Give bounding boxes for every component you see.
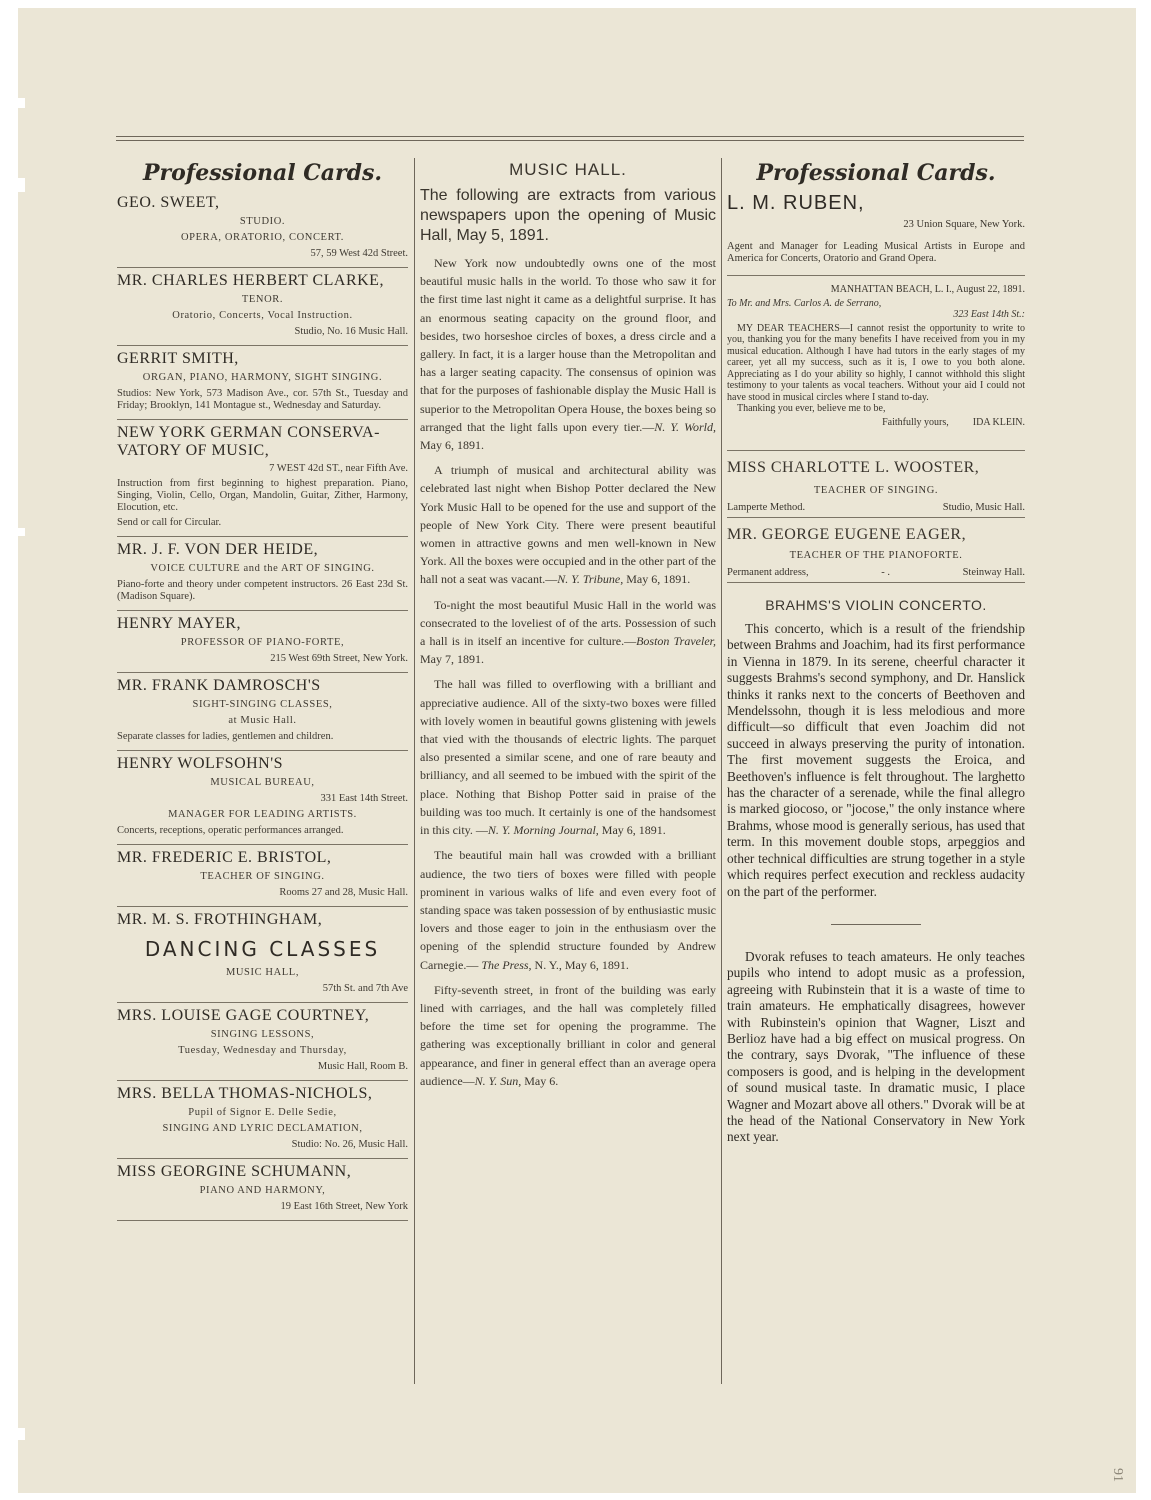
extract-source: N. Y. Tribune, xyxy=(557,572,624,587)
card-name: HENRY WOLFSOHN'S xyxy=(117,755,284,772)
professional-card xyxy=(117,611,408,673)
professional-card xyxy=(117,751,408,845)
letter-recipient-address: 323 East 14th St.: xyxy=(953,309,1025,320)
card-line: TEACHER OF SINGING. xyxy=(200,871,325,882)
torn-edge xyxy=(18,1428,25,1440)
top-rule-inner xyxy=(116,140,1024,141)
dvorak-article: Dvorak refuses to teach amateurs. He only teaches pupils who intend to adopt music as a profession, agreeing with Rubinstein that it is a waste of time to train amateurs. He emphatically disagrees, however with Rubinstein's opinion that Wagner, Liszt and Berlioz have had a big effect on musical progress. On the contrary, says Dvorak, "The influence of these composers is good, and is helping in the development of sound musical taste. In dramatic music, I place Wagner and Mozart above all others." Dvorak will be at the head of the National Conservatory in New York next year. xyxy=(727,948,1025,1145)
brahms-article: This concerto, which is a result of the friendship between Brahms and Joachim, had its first performance in Vienna in 1879. In its serene, cheerful character it suggests Brahms's second symphony, and Dr. Hanslick thinks it ranks next to the concerts of Beethoven and Mendelssohn, though it is less melodious and more difficult—so difficult that even Joachim did not succeed in always preserving the purity of intonation. The first movement suggests the Eroica, and Beethoven's influence is felt throughout. The larghetto has the character of a serenade, while the final allegro is marked giocoso, or "jocose," the only instance where Brahms, whose mood is generally serious, has used that term. In this movement double stops, arpeggios and other technical difficulties are strung together in a style which requires perfect execution and reckless audacity on the part of the performer. xyxy=(727,621,1025,899)
card-line: SINGING AND LYRIC DECLAMATION, xyxy=(162,1123,363,1134)
card-line: 215 West 69th Street, New York. xyxy=(270,653,408,664)
card-name: MR. CHARLES HERBERT CLARKE, xyxy=(117,272,384,289)
eager-address-label: Permanent address, xyxy=(727,567,809,578)
card-line: PROFESSOR OF PIANO-FORTE, xyxy=(180,637,345,648)
card-name: MISS GEORGINE SCHUMANN, xyxy=(117,1163,352,1180)
left-column xyxy=(117,158,408,1221)
cards-list xyxy=(117,190,408,1221)
music-hall-title: MUSIC HALL. xyxy=(509,160,627,179)
letter-place-date: MANHATTAN BEACH, L. I., August 22, 1891. xyxy=(830,284,1025,295)
card-name: GEO. SWEET, xyxy=(117,194,220,211)
dancing-classes-heading: DANCING CLASSES xyxy=(144,937,381,961)
card-line: 57, 59 West 42d Street. xyxy=(310,248,408,259)
page-number: 91 xyxy=(1110,1468,1125,1482)
column-rule-left xyxy=(414,158,415,1384)
card-line: SIGHT-SINGING CLASSES, xyxy=(192,699,333,710)
card-line: Studio, No. 16 Music Hall. xyxy=(294,326,408,337)
card-line: Pupil of Signor E. Delle Sedie, xyxy=(188,1107,337,1118)
card-line: MUSICAL BUREAU, xyxy=(210,777,315,788)
card-line: Tuesday, Wednesday and Thursday, xyxy=(178,1045,347,1056)
extract-source: The Press, xyxy=(481,957,532,972)
torn-edge xyxy=(18,98,25,108)
card-line: Separate classes for ladies, gentlemen and children. xyxy=(117,731,334,742)
card-line: Rooms 27 and 28, Music Hall. xyxy=(279,887,408,898)
card-line: Music Hall, Room B. xyxy=(317,1061,408,1072)
professional-card xyxy=(117,268,408,346)
card-line: 331 East 14th Street. xyxy=(320,793,408,804)
extract-source: N. Y. World, xyxy=(654,419,717,434)
card-line: MANAGER FOR LEADING ARTISTS. xyxy=(168,809,357,820)
professional-card xyxy=(117,420,408,537)
card-line: 7 WEST 42d ST., near Fifth Ave. xyxy=(269,463,408,474)
professional-cards-heading: Professional Cards. xyxy=(756,160,996,186)
card-line: 57th St. and 7th Ave xyxy=(322,983,408,994)
professional-card xyxy=(117,1159,408,1221)
divider-rule xyxy=(727,582,1025,583)
torn-edge xyxy=(18,178,25,192)
column-rule-right xyxy=(721,158,722,1384)
newspaper-extract: The hall was filled to overflowing with a brilliant and appreciative audience. All of the sixty-two boxes were filled with lovely women in beautiful gowns glistening with jewels that vied with the thousands of electric lights. The parquet also presented a similar scene, and one of rare beauty and brilliancy, and all seemed to be imbued with the spirit of the place. Nothing that Bishop Potter said in praise of the building was too much. It certainly is one of the handsomest in this city. —N. Y. Morning Journal, May 6, 1891. xyxy=(420,677,716,838)
eager-card xyxy=(727,517,1025,578)
card-line: Instruction from first beginning to highest preparation. Piano, Singing, Violin, Cello, Organ, Mandolin, Guitar, Zither, Harmony, Elocution, etc. xyxy=(117,478,408,513)
card-line: TENOR. xyxy=(241,294,284,305)
ruben-description: Agent and Manager for Leading Musical Artists in Europe and America for Concerts, Oratorio and Grand Opera. xyxy=(727,241,1025,264)
professional-card xyxy=(117,1003,408,1081)
brahms-title: BRAHMS'S VIOLIN CONCERTO. xyxy=(765,597,987,613)
card-line: Oratorio, Concerts, Vocal Instruction. xyxy=(172,310,353,321)
card-line: Studio: No. 26, Music Hall. xyxy=(291,1139,408,1150)
card-line: Send or call for Circular. xyxy=(117,517,222,528)
program-page xyxy=(18,8,1136,1493)
letter-recipient: To Mr. and Mrs. Carlos A. de Serrano, xyxy=(727,297,882,309)
wooster-method: Lamperte Method. xyxy=(727,502,806,513)
extract-source: N. Y. Sun, xyxy=(474,1073,522,1088)
card-name: MRS. BELLA THOMAS-NICHOLS, xyxy=(117,1085,373,1102)
torn-edge xyxy=(18,528,25,536)
card-line: PIANO AND HARMONY, xyxy=(199,1185,326,1196)
wooster-name: MISS CHARLOTTE L. WOOSTER, xyxy=(727,459,980,476)
right-column xyxy=(727,158,1025,1146)
professional-card xyxy=(117,537,408,611)
card-line: Piano-forte and theory under competent instructors. 26 East 23d St. (Madison Square). xyxy=(117,579,408,602)
middle-column xyxy=(420,158,716,1097)
card-line: MUSIC HALL, xyxy=(225,967,300,978)
eager-role: TEACHER OF THE PIANOFORTE. xyxy=(789,550,963,561)
newspaper-extract: A triumph of musical and architectural ability was celebrated last night when Bishop Potter declared the New York Music Hall to be opened for the use and support of the people of New York City. There were present beautiful women in attractive gowns and men well-known in New York. All the boxes were occupied and in the other part of the hall not a seat was vacant.—N. Y. Tribune, May 6, 1891. xyxy=(420,463,716,587)
professional-card xyxy=(117,907,408,1003)
extracts-list xyxy=(420,254,716,1090)
extract-source: Boston Traveler, xyxy=(636,634,716,649)
ruben-address: 23 Union Square, New York. xyxy=(903,219,1025,230)
extract-source: N. Y. Morning Journal, xyxy=(487,823,599,838)
music-hall-lead: The following are extracts from various newspapers upon the opening of Music Hall, May 5, 1891. xyxy=(420,187,716,244)
card-line: SINGING LESSONS, xyxy=(210,1029,315,1040)
eager-name: MR. GEORGE EUGENE EAGER, xyxy=(727,526,967,543)
professional-card xyxy=(117,346,408,420)
professional-card xyxy=(117,673,408,751)
newspaper-extract: The beautiful main hall was crowded with a brilliant audience, the two tiers of boxes were filled with people prominent in various walks of life and even every foot of standing space was taken possession of by enthusiastic music lovers and those eager to join in the enthusiasm over the opening of the splendid structure founded by Andrew Carnegie.— The Press, N. Y., May 6, 1891. xyxy=(420,848,716,972)
ruben-name: L. M. RUBEN, xyxy=(727,192,865,214)
wooster-card xyxy=(727,450,1025,513)
card-line: at Music Hall. xyxy=(228,715,297,726)
card-line: ORGAN, PIANO, HARMONY, SIGHT SINGING. xyxy=(142,372,383,383)
letter-signature: IDA KLEIN. xyxy=(972,416,1025,428)
card-name: NEW YORK GERMAN CONSERVA-VATORY OF MUSIC, xyxy=(117,424,380,459)
newspaper-extract: Fifty-seventh street, in front of the building was early lined with carriages, and the hall was completely filled before the time set for opening the programme. The gathering was exceptionally brilliant in color and general appearance, and finer in general effect than an average opera audience—N. Y. Sun, May 6. xyxy=(420,982,716,1088)
card-name: MR. M. S. FROTHINGHAM, xyxy=(117,911,323,928)
wooster-role: TEACHER OF SINGING. xyxy=(813,485,939,496)
eager-dash: - . xyxy=(881,567,890,578)
professional-cards-heading: Professional Cards. xyxy=(142,160,383,186)
wooster-studio: Studio, Music Hall. xyxy=(942,502,1025,513)
card-line: 19 East 16th Street, New York xyxy=(280,1201,408,1212)
article-divider xyxy=(831,924,921,925)
eager-address: Steinway Hall. xyxy=(962,567,1025,578)
testimonial-letter xyxy=(727,275,1025,428)
card-line: OPERA, ORATORIO, CONCERT. xyxy=(180,232,345,243)
professional-card xyxy=(117,1081,408,1159)
newspaper-extract: To-night the most beautiful Music Hall in the world was consecrated to the loveliest of of the arts. Possession of such a hall is in itself an incentive for culture.—Boston Traveler, May 7, 1891. xyxy=(420,597,716,667)
card-name: MR. FRANK DAMROSCH'S xyxy=(117,677,321,694)
professional-card xyxy=(117,190,408,268)
card-line: VOICE CULTURE and the ART OF SINGING. xyxy=(150,563,375,574)
card-name: MRS. LOUISE GAGE COURTNEY, xyxy=(117,1007,370,1024)
top-rule xyxy=(116,136,1024,137)
professional-card xyxy=(117,845,408,907)
letter-sign-off: Faithfully yours, xyxy=(882,416,949,428)
card-line: Concerts, receptions, operatic performances arranged. xyxy=(117,825,344,836)
letter-body: MY DEAR TEACHERS—I cannot resist the opportunity to write to you, thanking you for the many benefits I have received from you in my musical education. Although I have had tutors in the early stages of my career, yet all my success, such as it is, I owe to you both alone. Appreciating as I do your ability so highly, I cannot withhold this slight testimony to your talents as vocal teachers. Without your aid I could not have stood in musical circles where I stand to-day. xyxy=(727,322,1025,403)
card-line: Studios: New York, 573 Madison Ave., cor. 57th St., Tuesday and Friday; Brooklyn, 141 Montague st., Wednesday and Saturday. xyxy=(117,388,408,411)
letter-closing: Thanking you ever, believe me to be, xyxy=(737,403,886,414)
card-name: MR. J. F. VON DER HEIDE, xyxy=(117,541,319,558)
card-name: HENRY MAYER, xyxy=(117,615,241,632)
card-name: MR. FREDERIC E. BRISTOL, xyxy=(117,849,332,866)
card-line: STUDIO. xyxy=(239,216,286,227)
card-name: GERRIT SMITH, xyxy=(117,350,239,367)
newspaper-extract: New York now undoubtedly owns one of the most beautiful music halls in the world. To those who saw it for the first time last night it came as a delightful surprise. It has an enormous seating capacity on the ground floor, and besides, two horseshoe circles of boxes, a dress circle and a gallery. In fact, it is a larger house than the Metropolitan and has a larger seating capacity. The consensus of opinion was that for the purposes of fashionable display the Music Hall is superior to the Metropolitan Opera House, the boxes being so arranged that the light falls upon every tier.—N. Y. World, May 6, 1891. xyxy=(420,256,717,453)
